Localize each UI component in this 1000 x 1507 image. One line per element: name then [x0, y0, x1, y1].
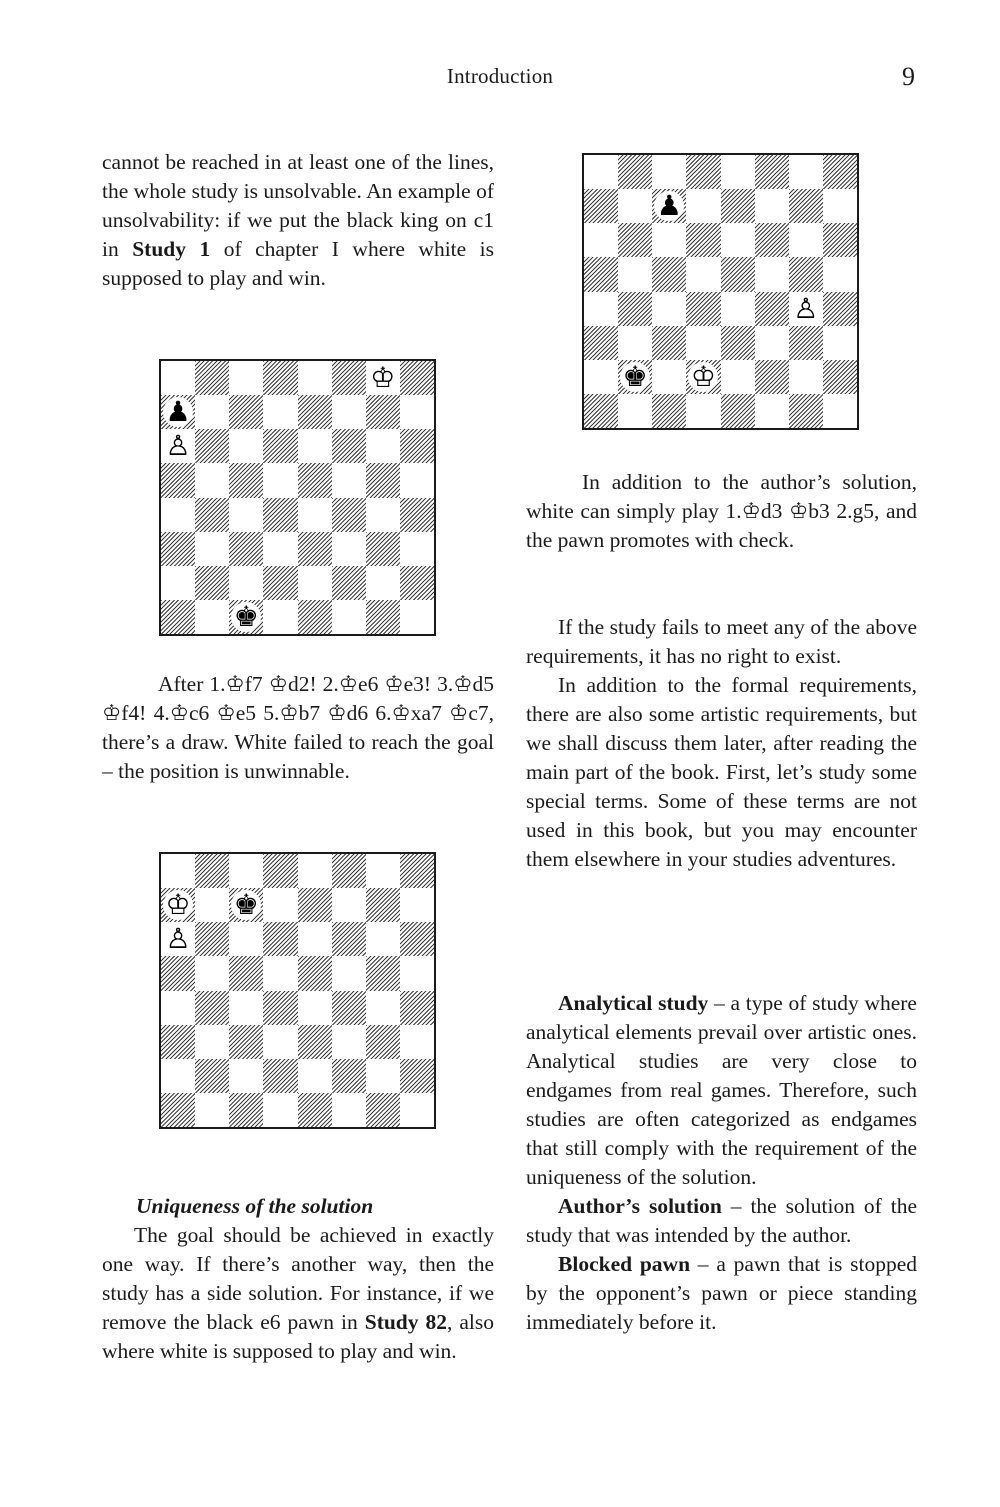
square-h7: [400, 395, 434, 429]
square-e1: [721, 394, 755, 428]
square-d1: [686, 394, 720, 428]
square-d4: [263, 991, 297, 1025]
chess-piece: ♚: [231, 602, 261, 632]
square-c1: [652, 394, 686, 428]
square-d8: [686, 155, 720, 189]
square-g7: [789, 189, 823, 223]
square-a8: [584, 155, 618, 189]
paragraph: cannot be reached in at least one of the lines, the whole study is unsolvable. An example of unsolvability: if we put the black king on c1 in Study 1 of chapter I where white is supposed to play and win.: [102, 150, 494, 290]
chess-piece: ♙: [791, 294, 821, 324]
square-b7: [195, 395, 229, 429]
square-b2: [618, 360, 652, 394]
square-f2: [332, 566, 366, 600]
square-f6: [332, 429, 366, 463]
left-column-bottom: [102, 1192, 494, 1366]
square-e1: [298, 600, 332, 634]
square-g6: [366, 429, 400, 463]
square-d7: [686, 189, 720, 223]
square-a1: [584, 394, 618, 428]
square-b4: [195, 991, 229, 1025]
square-d5: [263, 463, 297, 497]
square-c6: [229, 922, 263, 956]
square-h4: [823, 292, 857, 326]
chess-piece: ♟: [654, 191, 684, 221]
square-d4: [263, 498, 297, 532]
square-h8: [400, 854, 434, 888]
square-b8: [195, 361, 229, 395]
square-c7: [229, 888, 263, 922]
square-d1: [263, 600, 297, 634]
square-e2: [721, 360, 755, 394]
square-e8: [721, 155, 755, 189]
square-d6: [686, 223, 720, 257]
square-e6: [298, 429, 332, 463]
square-e3: [298, 1025, 332, 1059]
square-b2: [195, 1059, 229, 1093]
square-g5: [789, 257, 823, 291]
square-c3: [229, 532, 263, 566]
paragraph: In addition to the author’s solution, white can simply play 1.♔d3 ♔b3 2.g5, and the pawn promotes with check.: [526, 470, 917, 552]
glossary: [526, 989, 917, 1337]
chess-piece: ♚: [231, 890, 261, 920]
square-g3: [366, 1025, 400, 1059]
square-e1: [298, 1093, 332, 1127]
square-a4: [161, 991, 195, 1025]
square-g3: [366, 532, 400, 566]
square-f8: [332, 854, 366, 888]
square-h5: [400, 463, 434, 497]
chess-piece: ♔: [368, 363, 398, 393]
square-b1: [195, 1093, 229, 1127]
square-g1: [789, 394, 823, 428]
square-b4: [195, 498, 229, 532]
square-f4: [332, 991, 366, 1025]
glossary-term: Blocked pawn: [558, 1252, 691, 1276]
section-heading: Uniqueness of the solution: [136, 1194, 374, 1218]
square-g3: [789, 326, 823, 360]
square-f3: [332, 1025, 366, 1059]
square-e4: [298, 991, 332, 1025]
square-f8: [755, 155, 789, 189]
square-g6: [366, 922, 400, 956]
square-d3: [263, 1025, 297, 1059]
square-a6: [161, 922, 195, 956]
square-f2: [755, 360, 789, 394]
square-a2: [161, 566, 195, 600]
square-c2: [229, 1059, 263, 1093]
square-d5: [686, 257, 720, 291]
square-f7: [332, 888, 366, 922]
study-reference: Study 1: [132, 237, 211, 261]
square-e6: [298, 922, 332, 956]
square-h6: [400, 922, 434, 956]
study-reference: Study 82: [364, 1310, 447, 1334]
square-f1: [755, 394, 789, 428]
glossary-entry: Analytical study – a type of study where analytical elements prevail over artistic ones. Analytical studies are very close to endgames from real games. Therefore, such studies are often categorized as endgames that still comply with the requirement of the uniqueness of the solution.: [526, 991, 917, 1189]
square-c5: [229, 463, 263, 497]
square-d6: [263, 429, 297, 463]
square-c4: [229, 498, 263, 532]
chess-piece: ♙: [163, 924, 193, 954]
square-g6: [789, 223, 823, 257]
square-c3: [652, 326, 686, 360]
square-h7: [823, 189, 857, 223]
square-h1: [823, 394, 857, 428]
square-b8: [195, 854, 229, 888]
square-g5: [366, 956, 400, 990]
chess-piece: ♟: [163, 397, 193, 427]
square-d1: [263, 1093, 297, 1127]
square-e7: [721, 189, 755, 223]
square-f7: [332, 395, 366, 429]
square-c4: [652, 292, 686, 326]
square-e2: [298, 1059, 332, 1093]
square-b3: [195, 1025, 229, 1059]
square-e4: [298, 498, 332, 532]
square-f5: [332, 956, 366, 990]
square-f5: [755, 257, 789, 291]
square-c1: [229, 600, 263, 634]
square-g4: [789, 292, 823, 326]
square-g2: [366, 1059, 400, 1093]
square-f6: [755, 223, 789, 257]
square-e5: [721, 257, 755, 291]
square-b2: [195, 566, 229, 600]
square-d2: [686, 360, 720, 394]
square-f3: [332, 532, 366, 566]
glossary-term: Analytical study: [558, 991, 709, 1015]
chess-piece: ♚: [620, 362, 650, 392]
page-number: 9: [902, 62, 915, 91]
square-d5: [263, 956, 297, 990]
square-h4: [400, 498, 434, 532]
square-a2: [161, 1059, 195, 1093]
square-c7: [229, 395, 263, 429]
square-h2: [823, 360, 857, 394]
square-e3: [721, 326, 755, 360]
glossary-entry: Author’s solution – the solution of the study that was intended by the author.: [526, 1194, 917, 1247]
square-b6: [195, 922, 229, 956]
square-a7: [161, 888, 195, 922]
paragraph: After 1.♔f7 ♔d2! 2.♔e6 ♔e3! 3.♔d5 ♔f4! 4.♔c6 ♔e5 5.♔b7 ♔d6 6.♔xa7 ♔c7, there’s a draw. White failed to reach the goal – the position is unwinnable.: [102, 672, 494, 783]
square-b7: [195, 888, 229, 922]
square-g4: [366, 498, 400, 532]
square-e5: [298, 956, 332, 990]
square-h2: [400, 566, 434, 600]
square-c5: [652, 257, 686, 291]
square-a5: [161, 956, 195, 990]
paragraph: If the study fails to meet any of the above requirements, it has no right to exist.: [526, 615, 917, 668]
square-a2: [584, 360, 618, 394]
chess-piece: ♙: [163, 431, 193, 461]
square-h2: [400, 1059, 434, 1093]
square-g2: [789, 360, 823, 394]
square-h3: [400, 532, 434, 566]
square-h3: [400, 1025, 434, 1059]
square-c6: [652, 223, 686, 257]
left-column-middle: [102, 670, 494, 786]
square-f1: [332, 600, 366, 634]
square-b5: [195, 463, 229, 497]
square-a4: [161, 498, 195, 532]
square-d8: [263, 361, 297, 395]
square-c1: [229, 1093, 263, 1127]
square-e6: [721, 223, 755, 257]
square-c8: [229, 361, 263, 395]
square-b8: [618, 155, 652, 189]
glossary-entry: Blocked pawn – a pawn that is stopped by the opponent’s pawn or piece standing immediately before it.: [526, 1252, 917, 1334]
running-header: Introduction: [446, 64, 554, 88]
square-h1: [400, 1093, 434, 1127]
square-h8: [400, 361, 434, 395]
square-d2: [263, 566, 297, 600]
square-h3: [823, 326, 857, 360]
square-a6: [161, 429, 195, 463]
square-b4: [618, 292, 652, 326]
square-d2: [263, 1059, 297, 1093]
chess-diagram-3: [582, 153, 859, 430]
square-h8: [823, 155, 857, 189]
square-b3: [195, 532, 229, 566]
square-d4: [686, 292, 720, 326]
right-column-main: [526, 613, 917, 874]
chess-diagram-1: [159, 359, 436, 636]
chess-piece: ♔: [688, 362, 718, 392]
square-f3: [755, 326, 789, 360]
square-a7: [161, 395, 195, 429]
square-a8: [161, 361, 195, 395]
square-h5: [400, 956, 434, 990]
square-c3: [229, 1025, 263, 1059]
square-c5: [229, 956, 263, 990]
square-a5: [584, 257, 618, 291]
square-b3: [618, 326, 652, 360]
square-h4: [400, 991, 434, 1025]
square-c2: [652, 360, 686, 394]
square-e5: [298, 463, 332, 497]
square-d8: [263, 854, 297, 888]
square-f5: [332, 463, 366, 497]
square-h1: [400, 600, 434, 634]
square-d6: [263, 922, 297, 956]
square-a1: [161, 1093, 195, 1127]
square-c7: [652, 189, 686, 223]
square-g8: [366, 854, 400, 888]
square-b1: [618, 394, 652, 428]
square-c8: [229, 854, 263, 888]
square-a8: [161, 854, 195, 888]
square-b5: [195, 956, 229, 990]
paragraph: In addition to the formal requirements, there are also some artistic requirements, but we shall discuss them later, after reading the main part of the book. First, let’s study some special terms. Some of these terms are not used in this book, but you may encounter them elsewhere in your studies adventures.: [526, 673, 917, 871]
square-b6: [618, 223, 652, 257]
square-b7: [618, 189, 652, 223]
square-c8: [652, 155, 686, 189]
square-f8: [332, 361, 366, 395]
square-d7: [263, 888, 297, 922]
square-d3: [686, 326, 720, 360]
square-a1: [161, 600, 195, 634]
square-e8: [298, 854, 332, 888]
square-a7: [584, 189, 618, 223]
square-g7: [366, 888, 400, 922]
square-e7: [298, 395, 332, 429]
paragraph: The goal should be achieved in exactly one way. If there’s another way, then the study has a side solution. For instance, if we remove the black e6 pawn in Study 82, also where white is supposed to play and win.: [102, 1223, 494, 1363]
square-h5: [823, 257, 857, 291]
square-h7: [400, 888, 434, 922]
square-f7: [755, 189, 789, 223]
square-g1: [366, 1093, 400, 1127]
right-column-top: [526, 468, 917, 555]
square-g7: [366, 395, 400, 429]
square-e2: [298, 566, 332, 600]
square-a3: [161, 532, 195, 566]
square-a6: [584, 223, 618, 257]
square-g8: [366, 361, 400, 395]
square-g5: [366, 463, 400, 497]
square-d7: [263, 395, 297, 429]
square-c4: [229, 991, 263, 1025]
left-column-top: [102, 148, 494, 293]
square-f4: [755, 292, 789, 326]
square-b1: [195, 600, 229, 634]
square-f6: [332, 922, 366, 956]
square-c2: [229, 566, 263, 600]
square-b5: [618, 257, 652, 291]
square-g2: [366, 566, 400, 600]
square-h6: [400, 429, 434, 463]
square-d3: [263, 532, 297, 566]
square-g1: [366, 600, 400, 634]
square-e4: [721, 292, 755, 326]
square-e7: [298, 888, 332, 922]
square-a3: [161, 1025, 195, 1059]
square-a5: [161, 463, 195, 497]
square-g4: [366, 991, 400, 1025]
square-e8: [298, 361, 332, 395]
square-a3: [584, 326, 618, 360]
square-e3: [298, 532, 332, 566]
square-b6: [195, 429, 229, 463]
square-c6: [229, 429, 263, 463]
glossary-term: Author’s solution: [558, 1194, 722, 1218]
square-f2: [332, 1059, 366, 1093]
square-g8: [789, 155, 823, 189]
square-a4: [584, 292, 618, 326]
square-f1: [332, 1093, 366, 1127]
square-f4: [332, 498, 366, 532]
chess-diagram-2: [159, 852, 436, 1129]
chess-piece: ♔: [163, 890, 193, 920]
square-h6: [823, 223, 857, 257]
